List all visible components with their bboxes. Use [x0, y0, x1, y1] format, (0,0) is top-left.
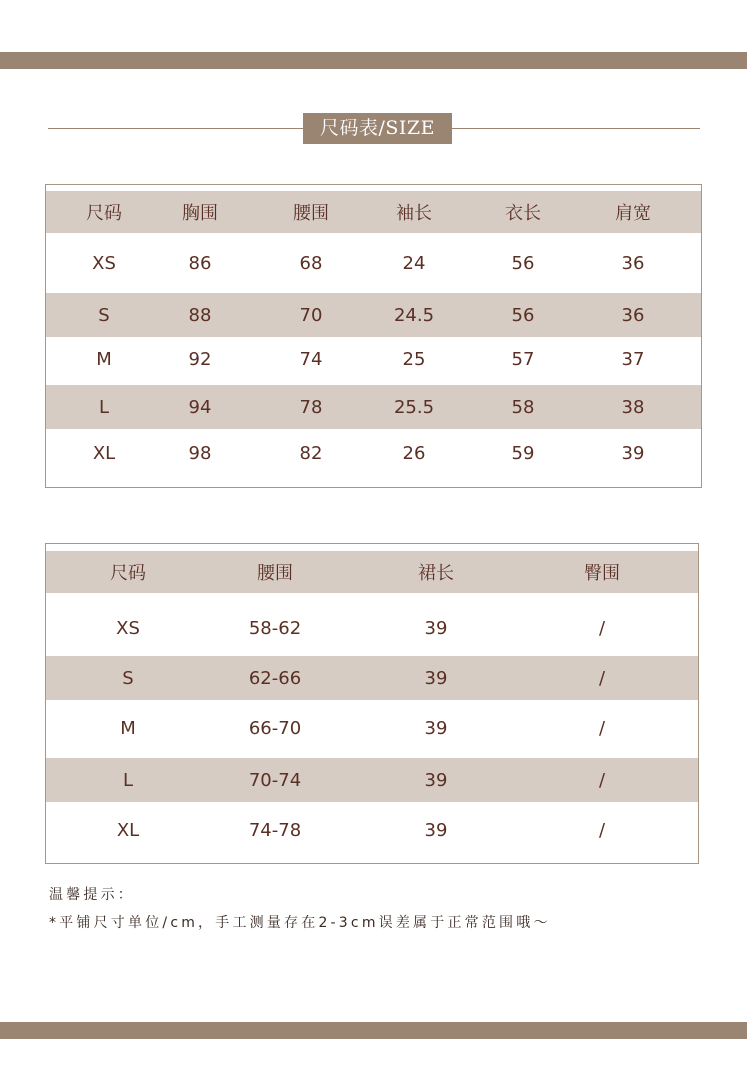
top-table-cell: 26	[402, 442, 426, 464]
bottom-table-header-row	[46, 551, 698, 593]
bottom-table-cell: /	[598, 819, 606, 841]
top-table-header-cell: 胸围	[182, 203, 218, 224]
bottom-table-cell: 39	[424, 769, 448, 791]
bottom-table-cell: 62-66	[248, 667, 302, 689]
top-table-cell: XL	[92, 442, 116, 464]
tip-text: *平铺尺寸单位/cm，手工测量存在2-3cm误差属于正常范围哦～	[49, 915, 551, 931]
top-table-cell: S	[98, 304, 110, 326]
bottom-table-cell: XL	[116, 819, 140, 841]
top-table-cell: XS	[92, 252, 116, 274]
bottom-table-cell: 39	[424, 617, 448, 639]
top-table-cell: 70	[299, 304, 323, 326]
top-table-cell: M	[96, 348, 112, 370]
top-table-cell: 82	[299, 442, 323, 464]
top-table-cell: 86	[188, 252, 212, 274]
page-title: 尺码表/SIZE	[303, 113, 452, 144]
bottom-table-cell: 74-78	[248, 819, 302, 841]
top-decor-band	[0, 52, 747, 69]
top-table-cell: 25	[402, 348, 426, 370]
top-table-header-cell: 衣长	[505, 203, 541, 224]
top-table-header-cell: 袖长	[396, 203, 432, 224]
top-table-cell: 92	[188, 348, 212, 370]
bottom-table-header-cell: 尺码	[110, 563, 146, 584]
bottom-table-cell: 58-62	[248, 617, 302, 639]
top-table-cell: 78	[299, 396, 323, 418]
top-table-header-row	[46, 191, 701, 233]
top-table-row	[46, 293, 701, 337]
top-table-cell: 36	[621, 252, 645, 274]
top-table-cell: 24.5	[393, 304, 435, 326]
top-table-row	[46, 431, 701, 475]
tip-heading: 温馨提示：	[49, 887, 135, 903]
top-table-cell: 24	[402, 252, 426, 274]
top-table-cell: 37	[621, 348, 645, 370]
bottom-table-cell: 39	[424, 667, 448, 689]
bottom-table-cell: S	[122, 667, 134, 689]
bottom-table-cell: 39	[424, 717, 448, 739]
top-table-cell: 74	[299, 348, 323, 370]
top-table-row	[46, 337, 701, 381]
bottom-table-header-cell: 臀围	[584, 563, 620, 584]
top-table-cell: 59	[511, 442, 535, 464]
bottom-table-header-cell: 腰围	[257, 563, 293, 584]
top-table-cell: 57	[511, 348, 535, 370]
bottom-table-header-cell: 裙长	[418, 563, 454, 584]
top-table-cell: L	[98, 396, 110, 418]
top-table-cell: 36	[621, 304, 645, 326]
bottom-table-cell: 39	[424, 819, 448, 841]
top-table-cell: 98	[188, 442, 212, 464]
top-table-cell: 68	[299, 252, 323, 274]
bottom-table-cell: /	[598, 667, 606, 689]
top-table-header-cell: 腰围	[293, 203, 329, 224]
title-rule-right	[452, 128, 700, 129]
top-table-cell: 58	[511, 396, 535, 418]
top-size-table	[45, 184, 702, 488]
bottom-decor-band	[0, 1022, 747, 1039]
bottom-table-row	[46, 808, 698, 852]
top-table-cell: 38	[621, 396, 645, 418]
bottom-table-row	[46, 758, 698, 802]
bottom-table-cell: /	[598, 617, 606, 639]
bottom-table-cell: XS	[116, 617, 140, 639]
bottom-table-cell: /	[598, 717, 606, 739]
top-table-cell: 56	[511, 252, 535, 274]
top-table-cell: 56	[511, 304, 535, 326]
top-table-cell: 25.5	[393, 396, 435, 418]
bottom-table-cell: /	[598, 769, 606, 791]
bottom-table-cell: M	[120, 717, 136, 739]
top-table-cell: 39	[621, 442, 645, 464]
top-table-cell: 94	[188, 396, 212, 418]
bottom-size-table	[45, 543, 699, 864]
bottom-table-row	[46, 706, 698, 750]
top-table-header-cell: 尺码	[86, 203, 122, 224]
bottom-table-cell: 70-74	[248, 769, 302, 791]
bottom-table-cell: L	[122, 769, 134, 791]
title-rule-left	[48, 128, 303, 129]
top-table-header-cell: 肩宽	[615, 203, 651, 224]
top-table-cell: 88	[188, 304, 212, 326]
bottom-table-row	[46, 606, 698, 650]
bottom-table-row	[46, 656, 698, 700]
top-table-row	[46, 241, 701, 285]
top-table-row	[46, 385, 701, 429]
bottom-table-cell: 66-70	[248, 717, 302, 739]
